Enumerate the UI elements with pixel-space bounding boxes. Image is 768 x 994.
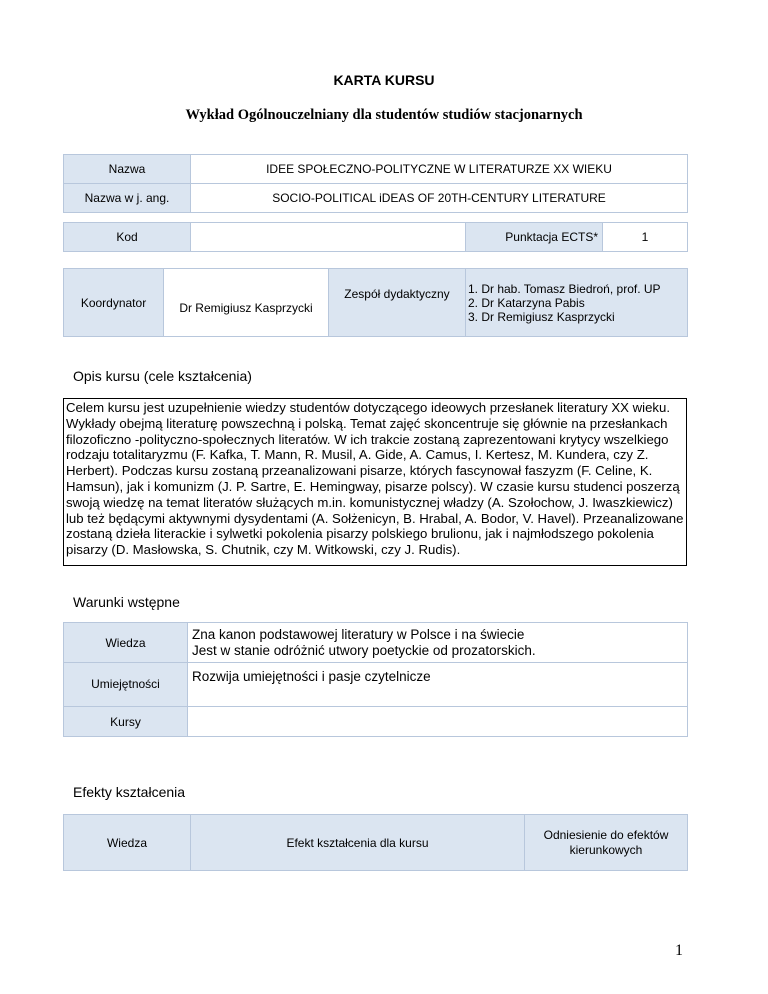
team-member: 2. Dr Katarzyna Pabis — [468, 295, 585, 310]
page-subtitle: Wykład Ogólnouczelniany dla studentów studiów stacjonarnych — [185, 107, 583, 123]
knowledge-label: Wiedza — [64, 623, 188, 663]
code-label: Kod — [64, 223, 191, 252]
courses-label: Kursy — [64, 707, 188, 737]
coordinator-value: Dr Remigiusz Kasprzycki — [164, 269, 329, 337]
code-value — [191, 223, 466, 252]
skills-label: Umiejętności — [64, 663, 188, 707]
learning-outcomes-table — [63, 814, 688, 871]
skills-value: Rozwija umiejętności i pasje czytelnicze — [188, 663, 688, 707]
page-title: KARTA KURSU — [333, 72, 435, 88]
ects-value: 1 — [603, 223, 688, 252]
prerequisites-table — [63, 622, 688, 737]
outcomes-reference-header: Odniesienie do efektów kierunkowych — [525, 815, 688, 871]
knowledge-value: Zna kanon podstawowej literatury w Polsce i na świecie Jest w stanie odróżnić utwory poetyckie od prozatorskich. — [188, 623, 688, 663]
team-member: 3. Dr Remigiusz Kasprzycki — [468, 309, 615, 324]
courses-value — [188, 707, 688, 737]
learning-outcomes-heading: Efekty kształcenia — [73, 784, 186, 800]
outcomes-knowledge-header: Wiedza — [64, 815, 191, 871]
code-table — [63, 222, 688, 252]
team-list — [466, 269, 688, 337]
name-value: IDEE SPOŁECZNO-POLITYCZNE W LITERATURZE XX WIEKU — [191, 155, 688, 184]
coordinator-table — [63, 268, 688, 337]
coordinator-label: Koordynator — [64, 269, 164, 337]
team-member: 1. Dr hab. Tomasz Biedroń, prof. UP — [468, 281, 661, 296]
name-english-label: Nazwa w j. ang. — [64, 184, 191, 213]
course-description-text: Celem kursu jest uzupełnienie wiedzy studentów dotyczącego ideowych przesłanek literatury XX wieku. Wykłady obejmą literaturę powszechną i polską. Temat zajęć skoncentruje się głównie na przesłankach filozoficzno -polityczno-społecznych literatów. W ich trakcie zostaną zaprezentowani krytycy wszelkiego rodzaju totalitaryzmu (F. Kafka, T. Mann, R. Musil, A. Gide, A. Camus, I. Kertesz, M. Kundera, czy Z. Herbert). Podczas kursu zostaną przeanalizowani pisarze, których fascynował faszyzm (F. Celine, K. Hamsun), jak i komunizm (J. P. Sartre, E. Hemingway, pisarze polscy). W czasie kursu studenci poszerzą swoją wiedzę na temat literatów służących m.in. komunistycznej władzy (A. Szołochow, J. Iwaszkiewicz) lub też będącymi aktywnymi dysydentami (A. Sołżenicyn, B. Hrabal, A. Bodor, V. Havel). Przeanalizowane zostaną dzieła literackie i sylwetki pokolenia pisarzy polskiego brulionu, jak i najmłodszego pokolenia pisarzy (D. Masłowska, S. Chutnik, czy M. Witkowski, czy J. Rudis). — [63, 398, 687, 566]
course-description-heading: Opis kursu (cele kształcenia) — [73, 368, 252, 384]
outcomes-effect-header: Efekt kształcenia dla kursu — [191, 815, 525, 871]
name-english-value: SOCIO-POLITICAL iDEAS OF 20TH-CENTURY LITERATURE — [191, 184, 688, 213]
ects-label: Punktacja ECTS* — [466, 223, 603, 252]
prerequisites-heading: Warunki wstępne — [73, 594, 180, 610]
name-table — [63, 154, 688, 213]
name-label: Nazwa — [64, 155, 191, 184]
page-number: 1 — [675, 942, 683, 959]
team-label: Zespół dydaktyczny — [329, 269, 466, 337]
